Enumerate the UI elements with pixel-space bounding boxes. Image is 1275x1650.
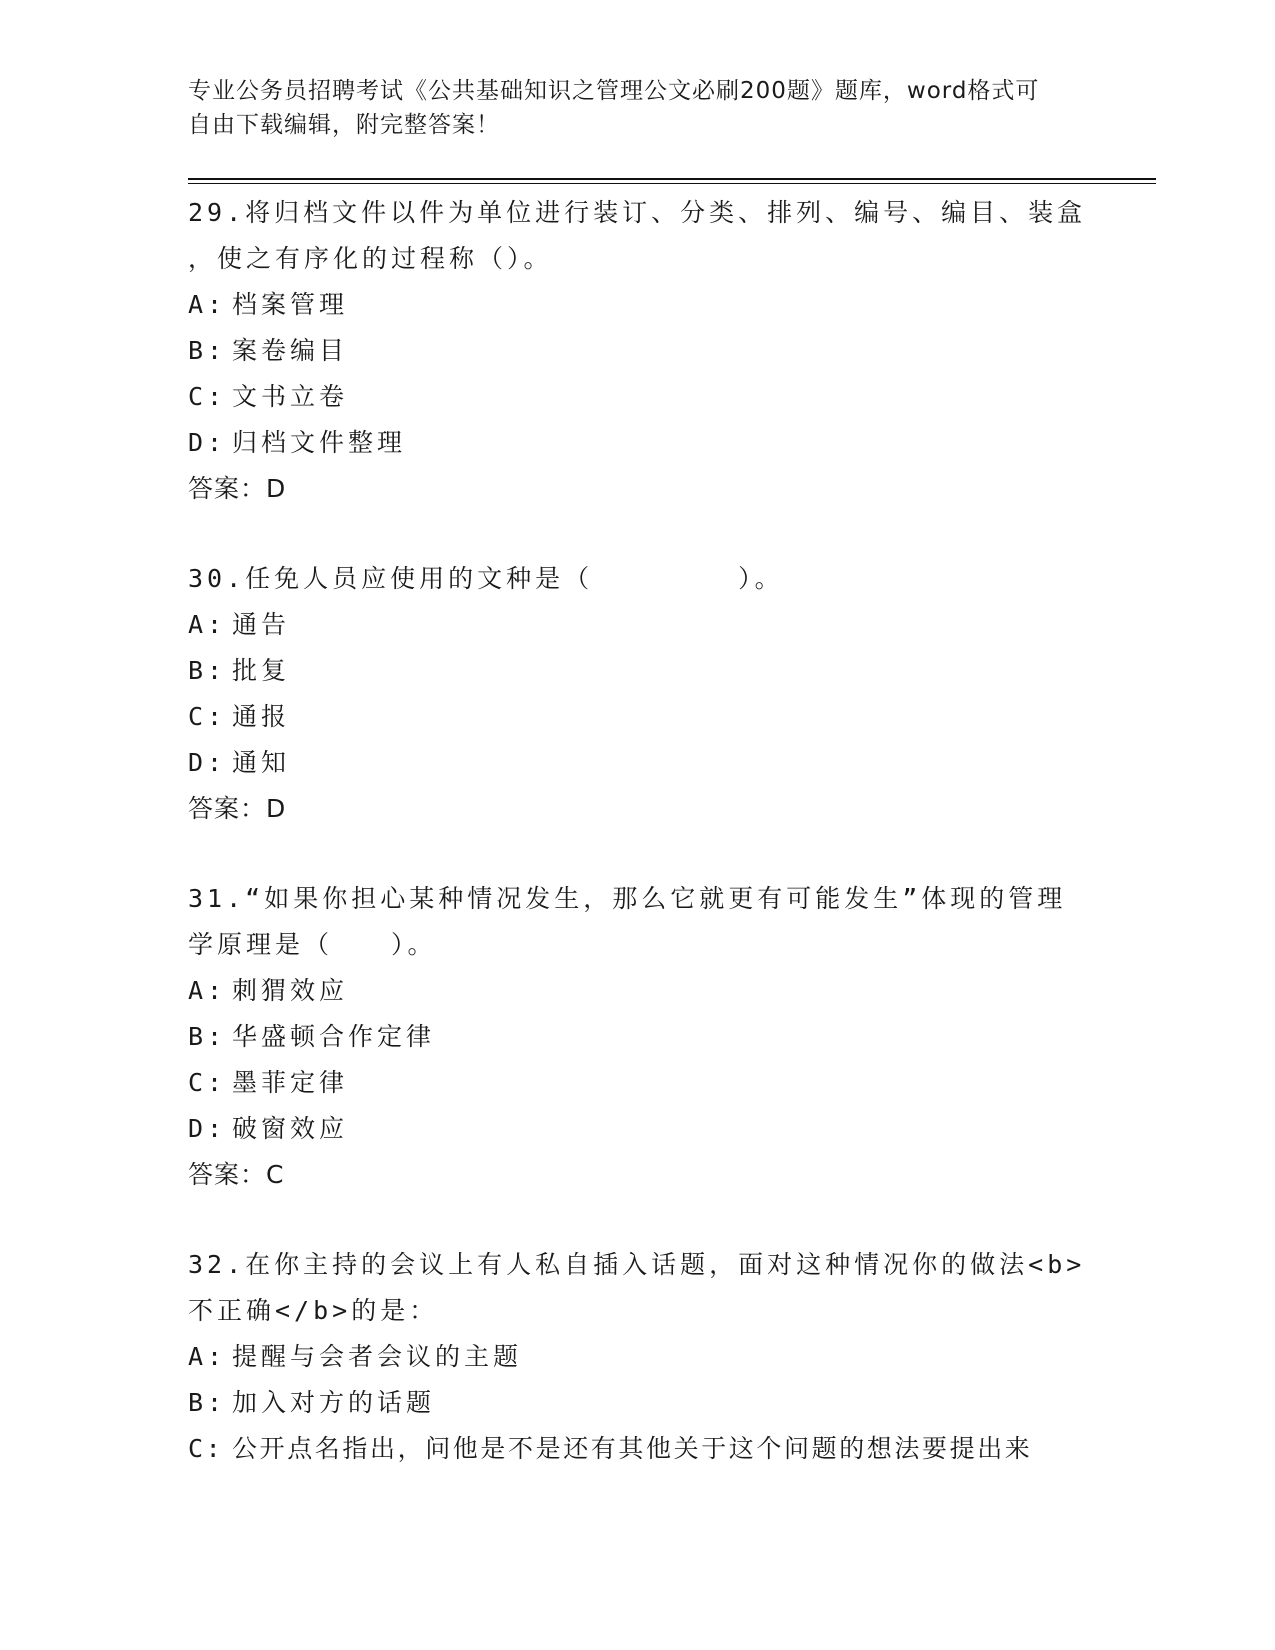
option-text: 华盛顿合作定律 — [232, 1022, 436, 1051]
option-key: B: — [188, 1388, 227, 1417]
option-d — [188, 740, 1088, 786]
option-key: A: — [188, 290, 227, 319]
header-line: 自由下载编辑，附完整答案！ — [188, 112, 500, 138]
option-b — [188, 648, 1088, 694]
option-text: 通报 — [232, 702, 291, 731]
option-text: 墨菲定律 — [232, 1068, 349, 1097]
header-line: 专业公务员招聘考试《公共基础知识之管理公文必刷200题》题库，word格式可 — [188, 78, 1040, 104]
option-text: 批复 — [232, 656, 291, 685]
option-a — [188, 282, 1088, 328]
option-key: A: — [188, 976, 227, 1005]
option-text: 公开点名指出，问他是不是还有其他关于这个问题的想法要提出来 — [232, 1434, 1033, 1463]
option-text: 通告 — [232, 610, 291, 639]
option-text: 案卷编目 — [232, 336, 349, 365]
question-stem: 29.将归档文件以件为单位进行装订、分类、排列、编号、编目、装盒 — [188, 198, 1087, 227]
question-stem: 32.在你主持的会议上有人私自插入话题，面对这种情况你的做法<b> — [188, 1250, 1086, 1279]
question-stem: ，使之有序化的过程称（）。 — [188, 244, 553, 273]
header-divider — [188, 178, 1156, 180]
option-b — [188, 1380, 1088, 1426]
option-text: 归档文件整理 — [232, 428, 407, 457]
option-key: C: — [188, 1434, 224, 1463]
option-c — [188, 374, 1088, 420]
option-key: A: — [188, 610, 227, 639]
option-c — [188, 1426, 1088, 1472]
question-item — [188, 1242, 1088, 1472]
question-list — [188, 190, 1088, 1516]
option-key: B: — [188, 336, 227, 365]
option-text: 文书立卷 — [232, 382, 349, 411]
option-key: D: — [188, 1114, 227, 1143]
question-item — [188, 190, 1088, 512]
answer-line: 答案：D — [188, 794, 287, 823]
option-text: 加入对方的话题 — [232, 1388, 436, 1417]
option-text: 刺猬效应 — [232, 976, 349, 1005]
option-key: D: — [188, 428, 227, 457]
option-key: D: — [188, 748, 227, 777]
question-stem: 不正确</b>的是： — [188, 1296, 439, 1325]
answer-line: 答案：C — [188, 1160, 285, 1189]
option-text: 通知 — [232, 748, 291, 777]
question-stem: 学原理是（ ）。 — [188, 930, 437, 959]
option-key: C: — [188, 382, 227, 411]
option-text: 提醒与会者会议的主题 — [232, 1342, 523, 1371]
question-stem: 30.任免人员应使用的文种是（ ）。 — [188, 564, 784, 593]
header-divider — [188, 183, 1156, 184]
option-b — [188, 1014, 1088, 1060]
question-item — [188, 556, 1088, 832]
question-stem: 31.“如果你担心某种情况发生，那么它就更有可能发生”体现的管理 — [188, 884, 1067, 913]
option-key: A: — [188, 1342, 227, 1371]
option-text: 档案管理 — [232, 290, 349, 319]
document-header — [188, 74, 1068, 142]
option-b — [188, 328, 1088, 374]
option-d — [188, 1106, 1088, 1152]
option-key: B: — [188, 656, 227, 685]
question-item — [188, 876, 1088, 1198]
answer-line: 答案：D — [188, 474, 287, 503]
option-text: 破窗效应 — [232, 1114, 349, 1143]
option-key: C: — [188, 702, 227, 731]
option-a — [188, 968, 1088, 1014]
option-d — [188, 420, 1088, 466]
option-key: B: — [188, 1022, 227, 1051]
option-c — [188, 1060, 1088, 1106]
option-c — [188, 694, 1088, 740]
option-key: C: — [188, 1068, 227, 1097]
option-a — [188, 1334, 1088, 1380]
option-a — [188, 602, 1088, 648]
